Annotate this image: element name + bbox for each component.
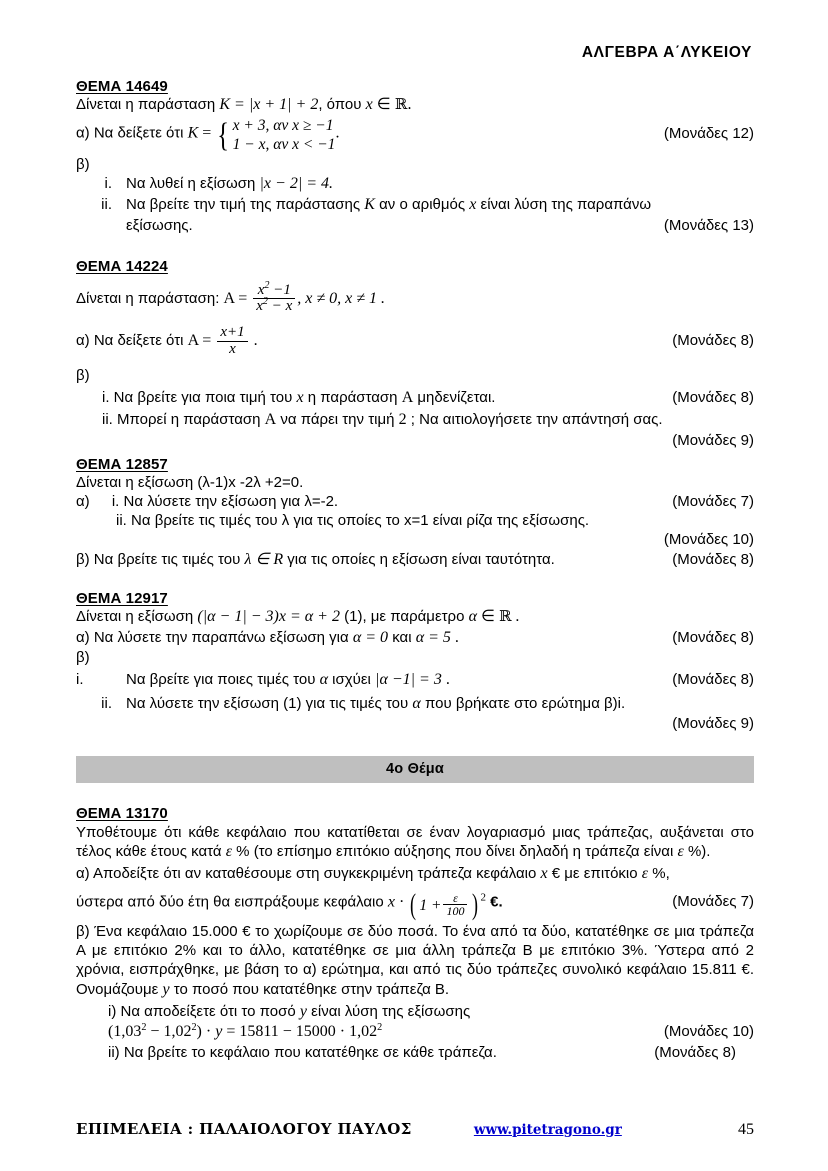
list-item-text: Να βρείτε την τιμή της παράστασης [126,196,365,214]
exponent-1: 2 [141,1022,147,1034]
question-b-text: β) Ένα κεφάλαιο 15.000 € το χωρίζουμε σε δύο ποσά. Το ένα από τα δύο, κατατέθηκε σε μια τράπεζα Α με επιτόκιο 2% και το άλλο, κατατέθηκε σε μια άλλη τράπεζα Β με επιτόκιο 3%. Ύστερα από 2 χρόνια, εισπράχθηκε, με βάση το α) ερώτημα, και από τις δύο τράπεζες συνολικό κεφάλαιο 15.811 €. Ονομάζουμε [76,922,754,998]
variable-y: y [299,1003,308,1021]
epsilon-symbol: ε [677,842,684,860]
variable-x: x [469,196,477,214]
compound-interest-formula [408,887,480,921]
list-item-text: Μπορεί η παράσταση [117,411,265,429]
question-b-label: β) [76,366,90,384]
section-thema-12857 [76,456,754,570]
list-item-body [126,216,754,236]
paragraph-intro [76,823,754,863]
list-item [76,410,754,430]
paragraph-text-3: %). [683,842,711,860]
question-a [76,628,754,648]
variable-x: x [296,388,304,406]
list-item-number: ii. [116,512,127,530]
element-of-symbol: ∈ [372,96,395,113]
section-thema-13170 [76,805,754,1062]
alpha-equals-0: α = 0 [352,628,389,646]
question-a-label: α) Να δείξετε ότι [76,332,188,350]
list-item-text-group [126,670,450,690]
list-item-body [126,174,754,195]
trailing-dot: . [249,332,258,350]
lambda-in-R: λ ∈ R [244,550,284,568]
section-intro [76,95,754,115]
question-a-text [76,117,349,155]
points-a: (Μονάδες 12) [663,125,754,143]
value-2: 2 [398,411,407,429]
variable-x: x [540,865,548,883]
list-item-text-cont: εξίσωσης. [126,217,193,235]
list-item-equation: |x − 2| = 4. [259,175,334,193]
denominator-exponent: 2 [262,296,268,308]
list-item-body [126,195,754,216]
expression-A: A [264,411,277,429]
question-a-text [76,325,268,358]
epsilon-symbol: ε [225,842,233,860]
list-item-body [76,670,460,690]
list-item-text: Να βρείτε τις τιμές του λ για τις οποίες το x=1 είναι ρίζα της εξίσωσης. [131,512,590,530]
question-a-line-1 [76,864,754,884]
exponent-2: 2 [191,1022,197,1034]
question-a-line-2 [76,887,754,921]
list-item-indent-spacer [76,216,126,236]
question-a-label: α) Αποδείξτε ότι αν καταθέσουμε στη συγκεκριμένη τράπεζα κεφάλαιο [76,865,541,883]
list-item-text-2: να πάρει την τιμή [276,411,399,429]
points-a-i: (Μονάδες 7) [672,493,754,511]
equation-part-4: = 15811 − 15000 · 1,02 [222,1023,378,1041]
points-a: (Μονάδες 8) [672,628,754,646]
section-thema-14649 [76,78,754,236]
section-title: ΘΕΜΑ 12917 [76,590,168,608]
trailing-dot: . [441,671,450,689]
list-item-text: Να βρείτε το κεφάλαιο που κατατέθηκε σε κάθε τράπεζα. [123,1043,497,1061]
question-a-text [76,628,469,648]
list-item-text: Να αποδείξετε ότι το ποσό [120,1003,300,1021]
section-intro [76,279,754,316]
question-b-label: β) [76,156,90,174]
denominator-var: x [256,298,263,315]
question-a-label: α) Να λύσετε την παραπάνω εξίσωση για [76,628,353,646]
question-a-label: α) [76,493,90,511]
intro-text-2: , όπου [318,96,366,113]
list-item-body [126,694,754,715]
list-item [76,670,754,690]
section-title: ΘΕΜΑ 14649 [76,78,168,95]
question-b [76,550,754,570]
one-plus: 1 + [419,897,442,914]
question-b-item-ii [76,1043,754,1062]
fraction-numerator: ε [453,890,458,905]
list-item-number: ii. [101,196,112,214]
points-b: (Μονάδες 13) [663,217,754,235]
intro-text: Δίνεται η παράσταση: [76,289,224,307]
variable-y: y [215,1023,223,1041]
list-item-text-2: που βρήκατε στο ερώτημα β)i. [420,694,626,712]
intro-variable: x [365,96,373,113]
list-item [76,694,754,715]
parameter-alpha: α [468,608,478,626]
list-item-text-group [108,1043,507,1062]
list-item-number: i. [104,175,112,193]
points-b-i: (Μονάδες 8) [672,388,754,406]
list-item-number: i. [76,671,84,689]
case-line-2: 1 − x, αν x < −1 [232,136,336,154]
points-b-ii: (Μονάδες 8) [654,1043,736,1061]
points-b: (Μονάδες 8) [672,550,754,568]
list-item-text-2: αν ο αριθμός [374,196,470,214]
points-b-i: (Μονάδες 10) [663,1023,754,1041]
question-a-label: α) Να δείξετε ότι [76,125,188,143]
section-thema-12917 [76,590,754,734]
points-a: (Μονάδες 8) [672,332,754,350]
exponent-3: 2 [377,1022,383,1034]
fraction-denominator: 100 [443,904,467,918]
intro-expression: K = |x + 1| + 2 [219,96,319,113]
formula-exponent: 2 [480,891,486,904]
domain-condition: , x ≠ 0, x ≠ 1 . [297,289,386,307]
list-item-text-3: μηδενίζεται. [413,388,496,406]
numerator-rest: −1 [269,281,291,298]
real-numbers-symbol: ℝ [498,607,512,626]
variable-K: K [364,196,375,214]
list-item-number: i. [102,388,110,406]
list-item-text-3: ; Να αιτιολογήσετε την απάντησή σας. [406,411,663,429]
section-intro [76,607,754,627]
list-item-text-2: ισχύει [328,671,376,689]
formula-lead-text: ύστερα από δύο έτη θα εισπράξουμε κεφάλαιο [76,893,388,911]
section-banner-4th-theme: 4ο Θέμα [76,756,754,783]
list-item-text: Να λύσετε την εξίσωση (1) για τις τιμές του [126,694,413,712]
left-paren: ( [410,887,417,921]
question-a-text [76,492,348,511]
points-b-i: (Μονάδες 8) [672,671,754,689]
absolute-value-equation: |α −1| = 3 [375,671,442,689]
equals-sign: = [234,289,252,307]
conjunction: και [388,628,416,646]
paragraph-text-2: % (το επίσημο επιτόκιο αύξησης που δίνει δηλαδή η τράπεζα είναι [232,842,678,860]
intro-equation: (|α − 1| − 3)x = α + 2 [197,608,340,626]
question-a [76,325,754,358]
list-item-text-2: είναι λύση της εξίσωσης [307,1003,471,1021]
list-item-text-3: είναι λύση της παραπάνω [476,196,652,214]
website-link[interactable]: www.pitetragono.gr [473,1122,622,1138]
list-item-text: Να λυθεί η εξίσωση [126,175,260,193]
fraction-denominator: x [217,341,247,358]
section-thema-14224 [76,258,754,450]
list-item-text: Να βρείτε για ποια τιμή του [113,388,297,406]
list-item [76,388,754,408]
footer-editor: ΕΠΙΜΕΛΕΙΑ : ΠΑΛΑΙΟΛΟΓΟΥ ΠΑΥΛΟΣ [76,1120,412,1138]
numerator-var: x [257,281,265,298]
equation-part-3: ) · [196,1023,216,1041]
intro-text: Δίνεται η παράσταση [76,96,220,113]
brace-glyph: { [217,116,230,154]
equation-row [76,1022,754,1042]
paren-contents [418,892,470,918]
question-a-text: € με επιτόκιο [547,865,642,883]
fraction-epsilon-over-100 [443,892,467,918]
paragraph-text: Υποθέτουμε ότι κάθε κεφάλαιο που κατατίθεται σε έναν λογαριασμό μιας τράπεζας, αυξάνεται στο τέλος κάθε έτους κατά [76,823,754,860]
multiplication-dot: · [395,893,409,911]
variable-K: K [187,125,199,143]
alpha-equals-5: α = 5 [415,628,451,646]
question-a-text-2: %, [648,865,670,883]
expression-A: A [401,388,414,406]
list-item-body [76,388,505,408]
points-b-ii: (Μονάδες 9) [672,715,754,733]
section-title: ΘΕΜΑ 14224 [76,257,168,275]
page-footer [76,1120,754,1139]
equation-part-1: (1,03 [108,1023,142,1041]
section-title: ΘΕΜΑ 13170 [76,804,168,822]
question-a [76,117,754,155]
fraction-denominator [253,298,295,315]
trailing-dot: . [450,628,459,646]
question-a-item-i [76,492,754,511]
cases-trailing-dot: . [335,125,340,143]
list-item [76,174,754,195]
question-b-text-2: το ποσό που κατατέθηκε στην τράπεζα Β. [169,980,450,998]
question-b-item-i [76,1002,754,1022]
fraction-expression [217,325,247,358]
points-a: (Μονάδες 7) [672,893,754,911]
equation-text [108,1022,392,1042]
section-intro: Δίνεται η εξίσωση (λ-1)x -2λ +2=0. [76,473,304,491]
question-b-label: β) [76,649,90,667]
list-item-text: Να λύσετε την εξίσωση για λ=-2. [123,493,339,511]
intro-text-2: (1), με παράμετρο [339,608,469,626]
question-b-label: β) Να βρείτε τις τιμές του [76,550,245,568]
list-item-text-2: η παράσταση [303,388,402,406]
fraction-numerator [253,279,295,299]
list-item-continuation [76,216,754,236]
intro-text: Δίνεται η εξίσωση [76,608,198,626]
equation-part-2: − 1,02 [146,1023,192,1041]
document-header-subject: ΑΛΓΕΒΡΑ Α΄ΛΥΚΕΙΟΥ [581,44,752,61]
equals-sign: = [198,332,216,350]
parameter-alpha: α [319,671,329,689]
cases-expression [215,117,335,155]
fraction-expression [253,279,295,316]
points-b-ii: (Μονάδες 9) [672,431,754,449]
right-paren: ) [472,887,479,921]
section-title: ΘΕΜΑ 12857 [76,455,168,473]
list-item-text: Να βρείτε για ποιες τιμές του [126,671,320,689]
epsilon-symbol: ε [641,865,649,883]
points-a-ii: (Μονάδες 10) [663,531,754,549]
variable-y: y [162,980,170,998]
page-number: 45 [738,1121,754,1138]
question-b-text-2: για τις οποίες η εξίσωση είναι ταυτότητα. [283,550,555,568]
equals-sign: = [198,125,216,143]
real-numbers-symbol: ℝ. [394,95,412,113]
question-a-item-ii [76,511,754,530]
question-b-paragraph [76,922,754,1000]
numerator-exponent: 2 [264,279,270,291]
list-item-number: ii. [101,694,112,712]
list-item-number: i) [108,1003,117,1021]
question-a-formula-text [76,887,513,921]
denominator-rest: − x [268,298,293,315]
variable-x: x [387,893,396,911]
cases-rows [233,117,336,155]
footer-site [412,1121,738,1139]
expression-A: A [223,289,235,307]
list-item-number: i. [111,493,120,511]
list-item [76,195,754,216]
trailing-dot: . [511,608,520,626]
element-of-symbol: ∈ [477,608,499,626]
parameter-alpha: α [412,694,421,712]
list-item-number: ii) [108,1043,120,1061]
list-item-number: ii. [102,411,113,429]
euro-symbol: €. [485,893,503,911]
case-line-1: x + 3, αν x ≥ −1 [232,117,334,135]
expression-A: A [187,332,199,350]
question-b-text [76,550,565,570]
fraction-numerator: x+1 [220,324,245,341]
